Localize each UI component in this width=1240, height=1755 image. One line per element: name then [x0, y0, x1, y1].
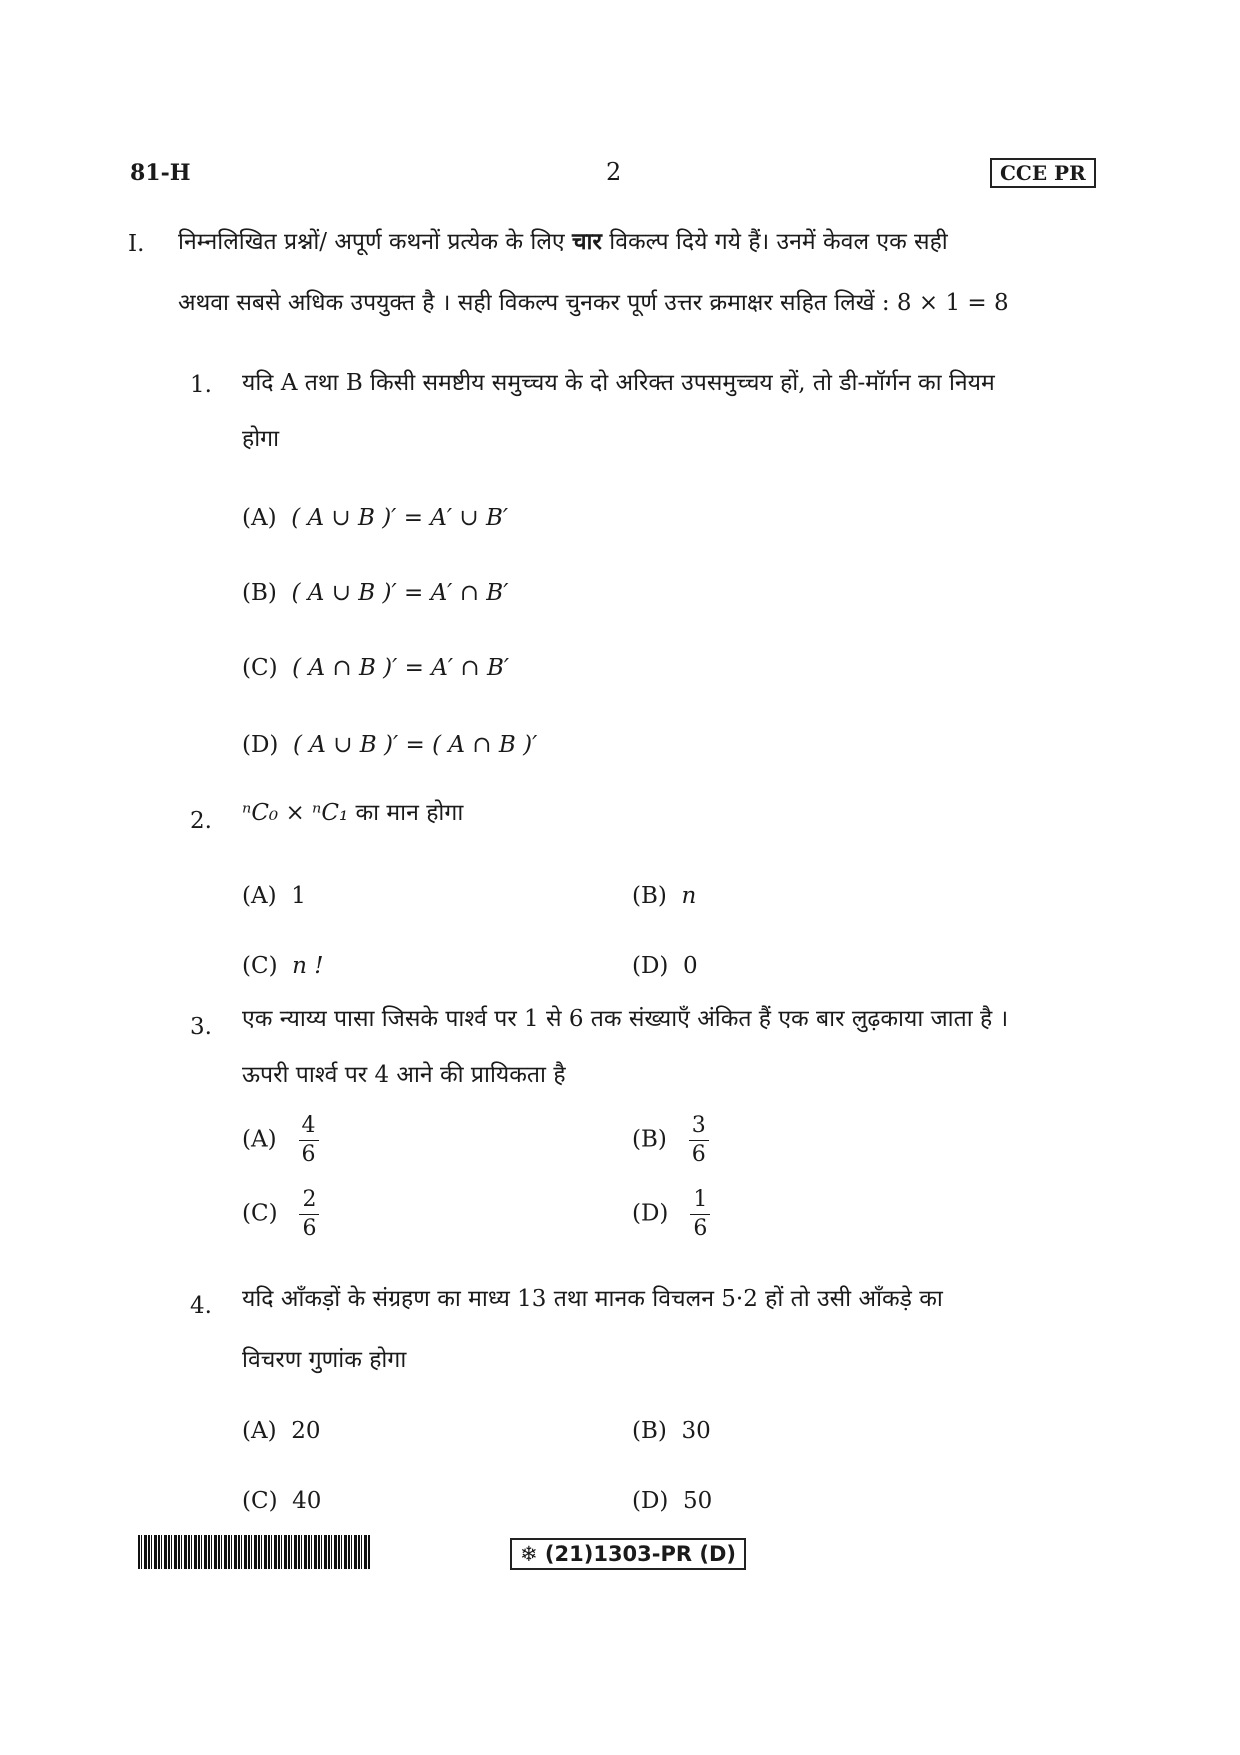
- option-label: (A): [242, 1418, 277, 1444]
- question-3-option-c: [242, 1186, 319, 1243]
- option-label: (B): [632, 1126, 667, 1153]
- numerator: 3: [689, 1112, 709, 1141]
- option-value: 0: [683, 953, 698, 979]
- option-expression: ( A ∪ B )′ = A′ ∩ B′: [291, 580, 509, 606]
- option-value: 30: [681, 1418, 711, 1444]
- fraction: [299, 1186, 319, 1243]
- option-value: n: [681, 883, 697, 909]
- footer-code-box: ❄ (21)1303-PR (D): [510, 1538, 746, 1570]
- paper-code: 81-H: [130, 160, 191, 186]
- option-label: (B): [242, 580, 277, 606]
- denominator: 6: [693, 1216, 708, 1241]
- option-value: n !: [292, 953, 324, 979]
- question-2-text: [242, 800, 463, 826]
- option-expression: ( A ∪ B )′ = ( A ∩ B )′: [293, 732, 538, 758]
- question-4-option-c: [242, 1488, 321, 1514]
- question-2-number: 2.: [190, 808, 212, 834]
- fraction: [299, 1112, 319, 1169]
- section-instruction-line1: [178, 229, 948, 255]
- option-label: (A): [242, 505, 277, 531]
- option-value: 1: [291, 883, 306, 909]
- denominator: 6: [301, 1142, 316, 1167]
- question-1-option-a: [242, 505, 508, 531]
- instruction-bold-word: चार: [571, 228, 602, 255]
- option-label: (D): [632, 1200, 669, 1227]
- option-value: 20: [291, 1418, 321, 1444]
- question-1-text: यदि A तथा B किसी समष्टीय समुच्चय के दो अरिक्त उपसमुच्चय हों, तो डी-मॉर्गन का नियम: [242, 370, 995, 396]
- question-4-option-d: [632, 1488, 712, 1514]
- series-box: CCE PR: [990, 158, 1096, 188]
- option-expression: ( A ∪ B )′ = A′ ∪ B′: [291, 505, 509, 531]
- option-label: (D): [242, 732, 279, 758]
- option-label: (C): [242, 1200, 278, 1227]
- option-label: (B): [632, 1418, 667, 1444]
- question-1-option-c: [242, 655, 509, 681]
- numerator: 2: [299, 1186, 319, 1215]
- question-2-text-tail: का मान होगा: [355, 800, 464, 826]
- option-label: (C): [242, 953, 278, 979]
- question-3-text: एक न्याय्य पासा जिसके पार्श्व पर 1 से 6 तक संख्याएँ अंकित हैं एक बार लुढ़काया जाता है ।: [242, 1006, 1009, 1032]
- option-label: (A): [242, 1126, 277, 1153]
- question-1-option-d: [242, 732, 537, 758]
- option-label: (C): [242, 655, 278, 681]
- option-label: (D): [632, 953, 669, 979]
- option-value: 50: [683, 1488, 713, 1514]
- question-1-option-b: [242, 580, 508, 606]
- option-label: (D): [632, 1488, 669, 1514]
- denominator: 6: [302, 1216, 317, 1241]
- question-1-number: 1.: [190, 372, 212, 398]
- question-2-option-d: [632, 953, 698, 979]
- section-instruction-line2: अथवा सबसे अधिक उपयुक्त है । सही विकल्प चुनकर पूर्ण उत्तर क्रमाक्षर सहित लिखें : 8 × 1 = 8: [178, 290, 1009, 316]
- question-4-text-cont: विचरण गुणांक होगा: [242, 1347, 407, 1373]
- question-2-option-b: [632, 883, 696, 909]
- instruction-text-pre: निम्नलिखित प्रश्नों/ अपूर्ण कथनों प्रत्येक के लिए: [178, 229, 572, 255]
- numerator: 4: [299, 1112, 319, 1141]
- instruction-text-post: विकल्प दिये गये हैं। उनमें केवल एक सही: [601, 229, 948, 255]
- fraction: [689, 1112, 709, 1169]
- page-number: 2: [606, 158, 622, 186]
- question-4-number: 4.: [190, 1293, 212, 1319]
- option-label: (B): [632, 883, 667, 909]
- question-3-number: 3.: [190, 1014, 212, 1040]
- section-number: I.: [128, 231, 145, 257]
- question-2-option-a: [242, 883, 306, 909]
- question-3-option-a: [242, 1112, 319, 1169]
- question-1-text-cont: होगा: [242, 426, 280, 452]
- question-3-option-b: [632, 1112, 709, 1169]
- question-4-option-a: [242, 1418, 320, 1444]
- question-4-text: यदि आँकड़ों के संग्रहण का माध्य 13 तथा मानक विचलन 5·2 हों तो उसी आँकड़े का: [242, 1286, 943, 1312]
- numerator: 1: [690, 1186, 710, 1215]
- question-3-option-d: [632, 1186, 710, 1243]
- question-3-text-cont: ऊपरी पार्श्व पर 4 आने की प्रायिकता है: [242, 1062, 566, 1088]
- combination-expression: ⁿC₀ × ⁿC₁: [242, 800, 349, 826]
- option-expression: ( A ∩ B )′ = A′ ∩ B′: [292, 655, 510, 681]
- denominator: 6: [691, 1142, 706, 1167]
- question-2-option-c: [242, 953, 324, 979]
- barcode: [138, 1535, 370, 1569]
- option-label: (A): [242, 883, 277, 909]
- fraction: [690, 1186, 710, 1243]
- question-4-option-b: [632, 1418, 711, 1444]
- option-label: (C): [242, 1488, 278, 1514]
- option-value: 40: [292, 1488, 322, 1514]
